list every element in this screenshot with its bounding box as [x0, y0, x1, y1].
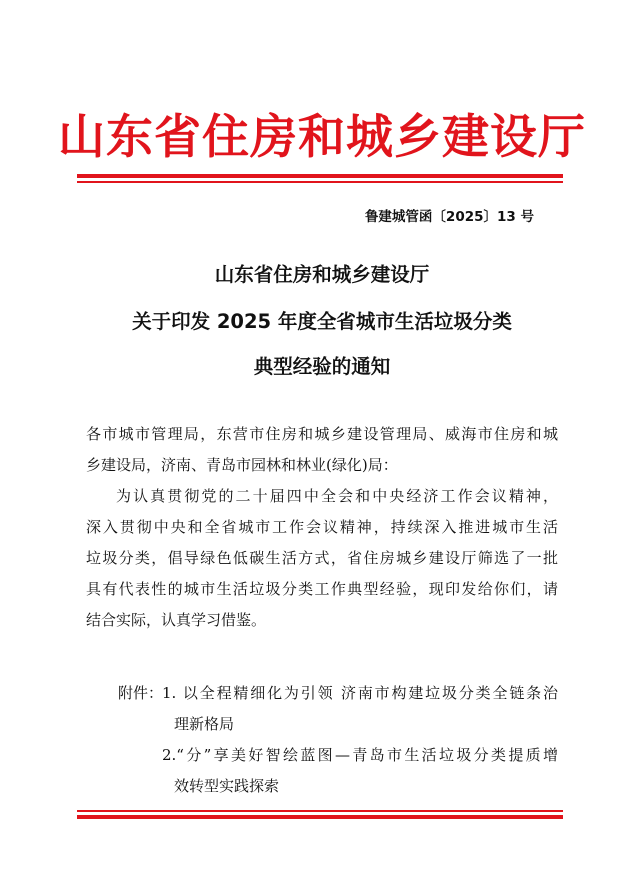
main-paragraph	[86, 481, 558, 636]
paragraph-line: 为认真贯彻党的二十届四中全会和中央经济工作会议精神，	[116, 487, 558, 505]
notice-title-line-3: 典型经验的通知	[253, 355, 391, 378]
footer-rule-thin	[77, 810, 563, 812]
footer-rule-thick	[77, 815, 563, 819]
document-number: 鲁建城管函〔2025〕13 号	[364, 209, 534, 225]
notice-title-line-2: 关于印发 2025 年度全省城市生活垃圾分类	[132, 310, 512, 333]
paragraph-line: 具有代表性的城市生活垃圾分类工作典型经验，现印发给你们，请	[86, 580, 558, 598]
paragraph-line: 深入贯彻中央和全省城市工作会议精神，持续深入推进城市生活	[86, 518, 558, 536]
paragraph-line: 结合实际，认真学习借鉴。	[86, 611, 267, 629]
masthead-rule-thin	[77, 181, 563, 183]
attachment-line: 2.“分”享美好智绘蓝图—青岛市生活垃圾分类提质增	[162, 746, 558, 764]
recipients-line: 乡建设局，济南、青岛市园林和林业(绿化)局：	[86, 456, 398, 474]
paragraph-line: 垃圾分类，倡导绿色低碳生活方式，省住房城乡建设厅筛选了一批	[86, 549, 558, 567]
attachment-item-1	[162, 678, 558, 740]
attachments-label: 附件：	[118, 684, 164, 702]
recipients-line: 各市城市管理局，东营市住房和城乡建设管理局、威海市住房和城	[86, 425, 558, 443]
attachment-line: 理新格局	[174, 715, 235, 733]
masthead-title: 山东省住房和城乡建设厅	[58, 110, 586, 165]
recipients-block	[86, 419, 558, 481]
masthead-rule-thick	[77, 174, 563, 178]
attachment-item-2	[162, 740, 558, 802]
attachment-line: 1. 以全程精细化为引领 济南市构建垃圾分类全链条治	[162, 684, 558, 702]
notice-title-line-1: 山东省住房和城乡建设厅	[214, 263, 430, 286]
attachment-line: 效转型实践探索	[174, 777, 280, 795]
